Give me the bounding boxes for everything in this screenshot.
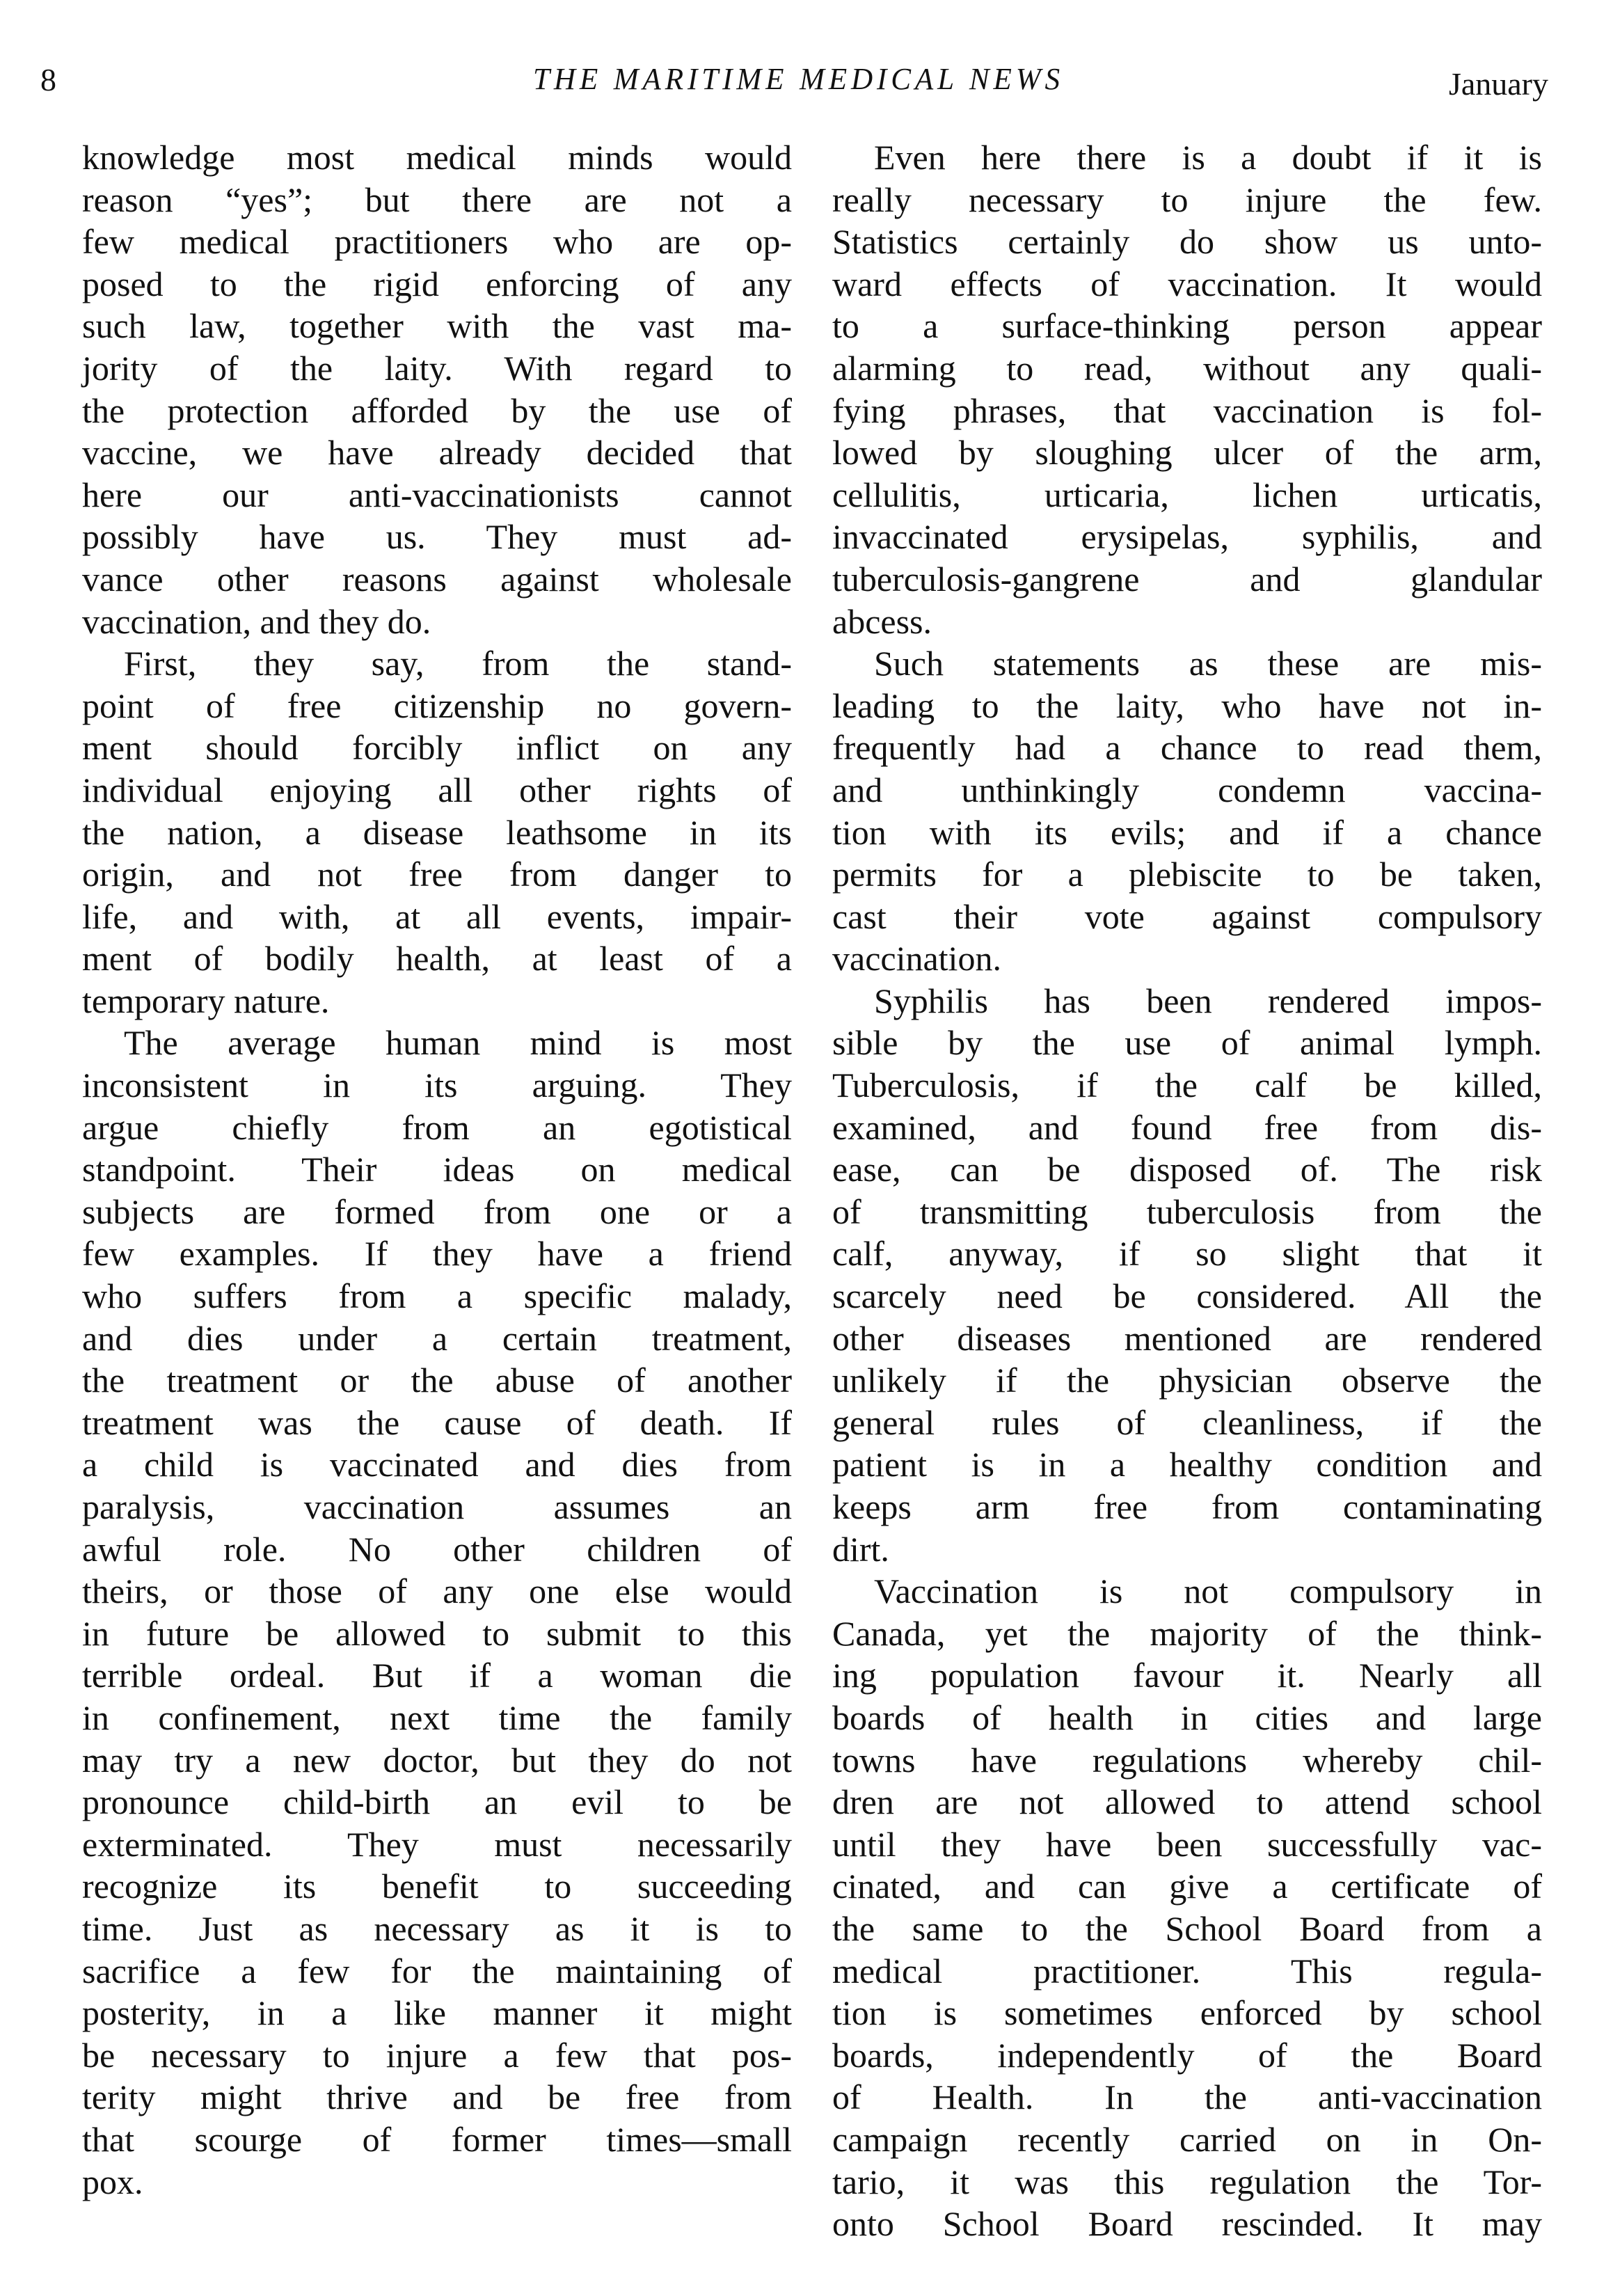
- text-line: abcess.: [832, 601, 932, 641]
- running-header: [0, 61, 1597, 103]
- page-number: 8: [40, 62, 56, 97]
- text-line: and dies under a certain treatment,: [82, 1318, 792, 1358]
- text-line: point of free citizenship no govern-: [82, 686, 792, 725]
- text-line: the nation, a disease leathsome in its: [82, 812, 792, 852]
- text-line: cast their vote against compulsory: [832, 896, 1542, 936]
- text-line: towns have regulations whereby chil-: [832, 1740, 1542, 1780]
- text-line: vaccination, and they do.: [82, 601, 431, 641]
- text-line: ment of bodily health, at least of a: [82, 939, 792, 979]
- text-line: few examples. If they have a friend: [82, 1234, 792, 1274]
- text-line: medical practitioner. This regula-: [832, 1951, 1542, 1990]
- text-line: origin, and not free from danger to: [82, 855, 792, 894]
- text-line: vaccination.: [832, 939, 1001, 979]
- text-line: ward effects of vaccination. It would: [832, 264, 1542, 303]
- text-line: individual enjoying all other rights of: [82, 770, 792, 809]
- text-line: jority of the laity. With regard to: [82, 348, 792, 388]
- text-line: and unthinkingly condemn vaccina-: [832, 770, 1542, 809]
- text-line: tion with its evils; and if a chance: [832, 812, 1542, 852]
- text-line: lowed by sloughing ulcer of the arm,: [832, 433, 1542, 473]
- text-line: terrible ordeal. But if a woman die: [82, 1656, 792, 1695]
- text-line: permits for a plebiscite to be taken,: [832, 855, 1542, 894]
- text-line: alarming to read, without any quali-: [832, 348, 1542, 388]
- text-line: cellulitis, urticaria, lichen urticatis,: [832, 475, 1542, 514]
- text-line: argue chiefly from an egotistical: [82, 1107, 792, 1147]
- text-line: of transmitting tuberculosis from the: [832, 1191, 1542, 1231]
- text-line: treatment was the cause of death. If: [82, 1402, 792, 1442]
- text-line: Vaccination is not compulsory in: [874, 1571, 1542, 1611]
- text-line: that scourge of former times—small: [82, 2119, 792, 2159]
- text-line: tuberculosis-gangrene and glandular: [832, 559, 1542, 599]
- text-line: possibly have us. They must ad-: [82, 517, 792, 557]
- text-line: theirs, or those of any one else would: [82, 1571, 792, 1611]
- text-line: calf, anyway, if so slight that it: [832, 1234, 1542, 1274]
- text-line: invaccinated erysipelas, syphilis, and: [832, 517, 1542, 557]
- text-line: Such statements as these are mis-: [874, 644, 1542, 683]
- text-line: sacrifice a few for the maintaining of: [82, 1951, 792, 1990]
- text-line: standpoint. Their ideas on medical: [82, 1150, 792, 1189]
- text-line: boards of health in cities and large: [832, 1697, 1542, 1737]
- text-line: unlikely if the physician observe the: [832, 1361, 1542, 1400]
- text-line: Even here there is a doubt if it is: [874, 138, 1542, 177]
- text-line: dren are not allowed to attend school: [832, 1782, 1542, 1822]
- text-line: such law, together with the vast ma-: [82, 306, 792, 346]
- text-line: Canada, yet the majority of the think-: [832, 1613, 1542, 1653]
- text-line: terity might thrive and be free from: [82, 2077, 792, 2117]
- text-line: frequently had a chance to read them,: [832, 728, 1542, 768]
- text-line: pox.: [82, 2162, 143, 2201]
- text-line: dirt.: [832, 1529, 889, 1569]
- text-line: posed to the rigid enforcing of any: [82, 264, 792, 303]
- text-line: cinated, and can give a certificate of: [832, 1867, 1542, 1906]
- text-line: Tuberculosis, if the calf be killed,: [832, 1066, 1542, 1105]
- text-line: vance other reasons against wholesale: [82, 559, 792, 599]
- text-line: until they have been successfully vac-: [832, 1824, 1542, 1864]
- text-line: The average human mind is most: [124, 1023, 792, 1063]
- text-line: inconsistent in its arguing. They: [82, 1066, 792, 1105]
- text-line: patient is in a healthy condition and: [832, 1445, 1542, 1485]
- text-line: onto School Board rescinded. It may: [832, 2204, 1542, 2244]
- text-line: examined, and found free from dis-: [832, 1107, 1542, 1147]
- text-line: be necessary to injure a few that pos-: [82, 2035, 792, 2075]
- text-line: in future be allowed to submit to this: [82, 1613, 792, 1653]
- text-line: exterminated. They must necessarily: [82, 1824, 792, 1864]
- text-line: tario, it was this regulation the Tor-: [832, 2162, 1542, 2201]
- text-line: who suffers from a specific malady,: [82, 1276, 792, 1316]
- text-line: reason “yes”; but there are not a: [82, 180, 792, 219]
- text-line: vaccine, we have already decided that: [82, 433, 792, 473]
- text-line: First, they say, from the stand-: [124, 644, 792, 683]
- text-line: subjects are formed from one or a: [82, 1191, 792, 1231]
- text-line: posterity, in a like manner it might: [82, 1993, 792, 2033]
- left-text-column: [82, 136, 792, 2203]
- text-line: temporary nature.: [82, 981, 330, 1020]
- text-line: in confinement, next time the family: [82, 1697, 792, 1737]
- text-line: may try a new doctor, but they do not: [82, 1740, 792, 1780]
- text-line: leading to the laity, who have not in-: [832, 686, 1542, 725]
- text-line: pronounce child-birth an evil to be: [82, 1782, 792, 1822]
- text-line: paralysis, vaccination assumes an: [82, 1487, 792, 1526]
- text-line: recognize its benefit to succeeding: [82, 1867, 792, 1906]
- text-line: life, and with, at all events, impair-: [82, 896, 792, 936]
- text-line: keeps arm free from contaminating: [832, 1487, 1542, 1526]
- text-line: awful role. No other children of: [82, 1529, 792, 1569]
- text-line: here our anti-vaccinationists cannot: [82, 475, 792, 514]
- journal-title: THE MARITIME MEDICAL NEWS: [532, 62, 1064, 96]
- issue-month: January: [1448, 66, 1548, 102]
- text-line: really necessary to injure the few.: [832, 180, 1542, 219]
- text-line: Statistics certainly do show us unto-: [832, 222, 1542, 262]
- text-line: scarcely need be considered. All the: [832, 1276, 1542, 1316]
- right-text-column: [832, 136, 1542, 2245]
- text-line: of Health. In the anti-vaccination: [832, 2077, 1542, 2117]
- text-line: tion is sometimes enforced by school: [832, 1993, 1542, 2033]
- text-line: ment should forcibly inflict on any: [82, 728, 792, 768]
- text-line: the same to the School Board from a: [832, 1908, 1542, 1948]
- text-line: sible by the use of animal lymph.: [832, 1023, 1542, 1063]
- text-line: fying phrases, that vaccination is fol-: [832, 390, 1542, 430]
- text-line: general rules of cleanliness, if the: [832, 1402, 1542, 1442]
- text-line: other diseases mentioned are rendered: [832, 1318, 1542, 1358]
- text-line: ease, can be disposed of. The risk: [832, 1150, 1542, 1189]
- text-line: ing population favour it. Nearly all: [832, 1656, 1542, 1695]
- text-line: campaign recently carried on in On-: [832, 2119, 1542, 2159]
- text-line: knowledge most medical minds would: [82, 138, 792, 177]
- text-line: to a surface-thinking person appear: [832, 306, 1542, 346]
- text-line: the treatment or the abuse of another: [82, 1361, 792, 1400]
- text-line: boards, independently of the Board: [832, 2035, 1542, 2075]
- text-line: time. Just as necessary as it is to: [82, 1908, 792, 1948]
- text-line: Syphilis has been rendered impos-: [874, 981, 1542, 1020]
- text-line: few medical practitioners who are op-: [82, 222, 792, 262]
- text-line: a child is vaccinated and dies from: [82, 1445, 792, 1485]
- text-line: the protection afforded by the use of: [82, 390, 792, 430]
